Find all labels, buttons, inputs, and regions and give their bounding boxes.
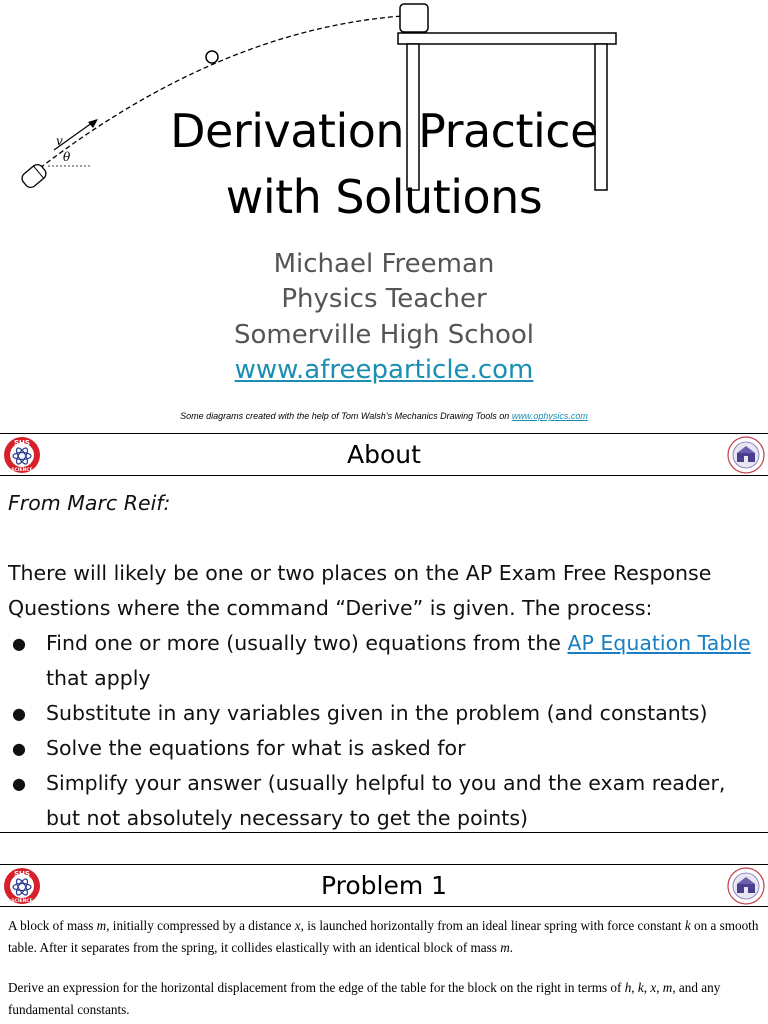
- variable-k: k: [637, 980, 644, 995]
- variable-m: m: [662, 980, 673, 995]
- ap-equation-table-link[interactable]: AP Equation Table: [567, 631, 751, 655]
- about-paragraph: There will likely be one or two places on the AP Exam Free Response Questions where the command “Derive” is given. The process:: [8, 561, 712, 620]
- variable-x: x: [294, 918, 301, 933]
- author-role: Physics Teacher: [281, 284, 487, 314]
- slide-title-line-1: Derivation Practice: [170, 104, 598, 158]
- velocity-label: v: [56, 134, 63, 148]
- problem-text: , initially compressed by a distance: [106, 918, 295, 933]
- diagram-credit: [0, 411, 768, 421]
- bullet-icon: ●: [12, 739, 26, 758]
- bullet-text: Solve the equations for what is asked for: [46, 736, 466, 760]
- problem-title: Problem 1: [320, 871, 448, 900]
- bullet-text: Find one or more (usually two) equations from the: [46, 631, 568, 655]
- variable-m: m: [96, 918, 107, 933]
- list-item: [8, 731, 760, 766]
- about-slide: [0, 433, 768, 833]
- title-slide: [0, 0, 768, 432]
- slide-header: [0, 865, 768, 907]
- bullet-text: that apply: [46, 666, 151, 690]
- bullet-icon: ●: [12, 774, 26, 793]
- credit-text: Some diagrams created with the help of Tom Walsh’s Mechanics Drawing Tools on: [180, 411, 512, 421]
- problem-slide: [0, 864, 768, 1024]
- slide-header: [0, 434, 768, 476]
- problem-question: [8, 977, 764, 1021]
- variable-k: k: [684, 918, 691, 933]
- problem-text: ,: [631, 980, 638, 995]
- school-name: Somerville High School: [233, 320, 535, 350]
- about-title: About: [347, 440, 421, 469]
- logo-text-top: SHS: [14, 870, 30, 878]
- shs-science-logo: [3, 867, 41, 905]
- list-item: [8, 766, 760, 833]
- about-body: [8, 486, 760, 833]
- problem-text: A block of mass: [8, 918, 97, 933]
- variable-x: x: [650, 980, 657, 995]
- shs-science-logo: [3, 436, 41, 474]
- problem-body: [8, 915, 764, 1024]
- bullet-text: Simplify your answer (usually helpful to you and the exam reader, but not absolutely necessary to get the points): [46, 771, 726, 830]
- block-icon: [400, 4, 428, 32]
- about-intro: From Marc Reif:: [8, 491, 171, 515]
- problem-text: , and any fundamental constants.: [8, 980, 721, 1017]
- bullet-icon: ●: [12, 634, 26, 653]
- variable-h: h: [624, 980, 632, 995]
- problem-text: on a smooth table. After it separates from the spring, it collides elastically with an identical block of mass: [8, 918, 759, 955]
- list-item: [8, 696, 760, 731]
- problem-text: ,: [643, 980, 651, 995]
- bullet-icon: ●: [12, 704, 26, 723]
- school-seal-logo: [727, 436, 765, 474]
- problem-text: , is launched horizontally from an ideal linear spring with force constant: [300, 918, 685, 933]
- angle-label: θ: [63, 150, 71, 164]
- logo-text-top: SHS: [14, 439, 30, 447]
- ophysics-link[interactable]: www.ophysics.com: [511, 411, 588, 421]
- logo-text-bottom: SCIENCE: [11, 899, 33, 904]
- slide-title-line-2: with Solutions: [225, 170, 543, 224]
- school-seal-logo: [727, 867, 765, 905]
- list-item: [8, 626, 760, 696]
- problem-text: Derive an expression for the horizontal displacement from the edge of the table for the block on the right in terms of: [8, 980, 625, 995]
- problem-statement: [8, 915, 764, 959]
- bullet-text: Substitute in any variables given in the problem (and constants): [46, 701, 708, 725]
- problem-text: ,: [656, 980, 663, 995]
- ball-icon: [206, 51, 218, 63]
- variable-m: m: [500, 940, 510, 955]
- logo-text-bottom: SCIENCE: [11, 468, 33, 473]
- process-list: [8, 626, 760, 833]
- author-name: Michael Freeman: [273, 249, 495, 279]
- problem-text: .: [509, 940, 514, 955]
- website-link[interactable]: www.afreeparticle.com: [234, 355, 534, 385]
